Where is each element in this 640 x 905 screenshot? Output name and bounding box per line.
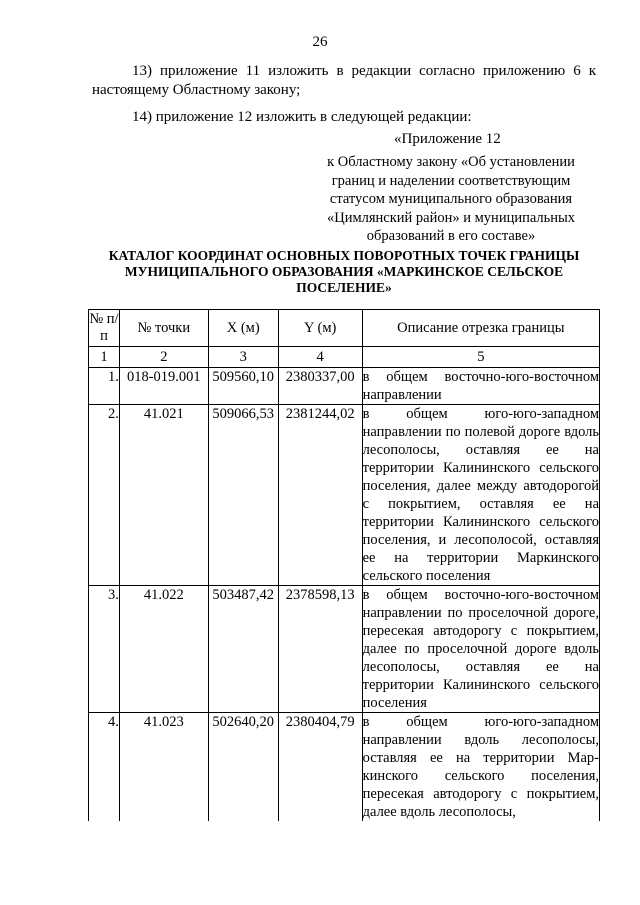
row-number: 3.: [89, 586, 120, 713]
table-index-row: [89, 347, 600, 368]
catalog-title: КАТАЛОГ КООРДИНАТ ОСНОВНЫХ ПОВОРОТНЫХ ТОЧЕК ГРАНИЦЫ МУНИЦИПАЛЬНОГО ОБРАЗОВАНИЯ «МАРКИНСКОЕ СЕЛЬСКОЕ ПОСЕЛЕНИЕ»: [108, 248, 580, 295]
header-x: X (м): [208, 310, 278, 347]
index-cell: 5: [362, 347, 599, 368]
annex-subtitle: к Областному закону «Об установлении границ и наделении соответствующим статусом муниципального образования «Цимлянский район» и муниципальных образований в его составе»: [326, 154, 576, 244]
index-cell: 4: [278, 347, 362, 368]
row-number: 1.: [89, 368, 120, 405]
page-number: 26: [312, 34, 328, 50]
segment-description: в общем юго-юго-западном направлении по полевой дороге вдоль лесополосы, оставляя ее на территории Калининского сельского поселения, далее между автодорогой с покрытием, оставляя ее на территории Калининского сельского поселения, и лесополосой, оставляя ее на территории Маркинского сельского поселения: [362, 406, 599, 584]
header-point: № точки: [119, 310, 208, 347]
table-header-row: [89, 310, 600, 347]
point-id: 018-019.001: [119, 368, 208, 405]
header-description: Описание отрезка границы: [362, 310, 599, 347]
x-value: 502640,20: [208, 713, 278, 822]
x-value: 503487,42: [208, 586, 278, 713]
point-id: 41.021: [119, 405, 208, 586]
segment-description: в общем юго-юго-западном направлении вдоль лесополосы, оставляя ее на территории Маркинского сельского поселения, пересекая автодорогу с покрытием, далее вдоль лесополосы,: [362, 714, 599, 820]
index-cell: 3: [208, 347, 278, 368]
segment-description: в общем восточно-юго-восточном направлении: [362, 369, 599, 403]
table-row: [89, 368, 600, 405]
y-value: 2380337,00: [278, 368, 362, 405]
coordinates-table: [88, 309, 600, 821]
paragraph-14: 14) приложение 12 изложить в следующей редакции:: [132, 109, 472, 125]
header-y: Y (м): [278, 310, 362, 347]
table-row: [89, 586, 600, 713]
index-cell: 1: [89, 347, 120, 368]
annex-title: «Приложение 12: [394, 131, 501, 147]
x-value: 509066,53: [208, 405, 278, 586]
table-row: [89, 713, 600, 822]
point-id: 41.023: [119, 713, 208, 822]
index-cell: 2: [119, 347, 208, 368]
y-value: 2381244,02: [278, 405, 362, 586]
paragraph-13: 13) приложение 11 изложить в редакции согласно приложению 6 к настоящему Областному закону;: [92, 63, 596, 98]
y-value: 2380404,79: [278, 713, 362, 822]
x-value: 509560,10: [208, 368, 278, 405]
header-number: № п/п: [89, 310, 120, 347]
table-row: [89, 405, 600, 586]
row-number: 2.: [89, 405, 120, 586]
segment-description: в общем восточно-юго-восточном направлении по проселочной дороге, пересекая автодорогу с покрытием, далее по проселочной дороге вдоль лесополосы, оставляя ее на территории Калининского сельского поселения: [362, 587, 599, 711]
point-id: 41.022: [119, 586, 208, 713]
row-number: 4.: [89, 713, 120, 822]
y-value: 2378598,13: [278, 586, 362, 713]
